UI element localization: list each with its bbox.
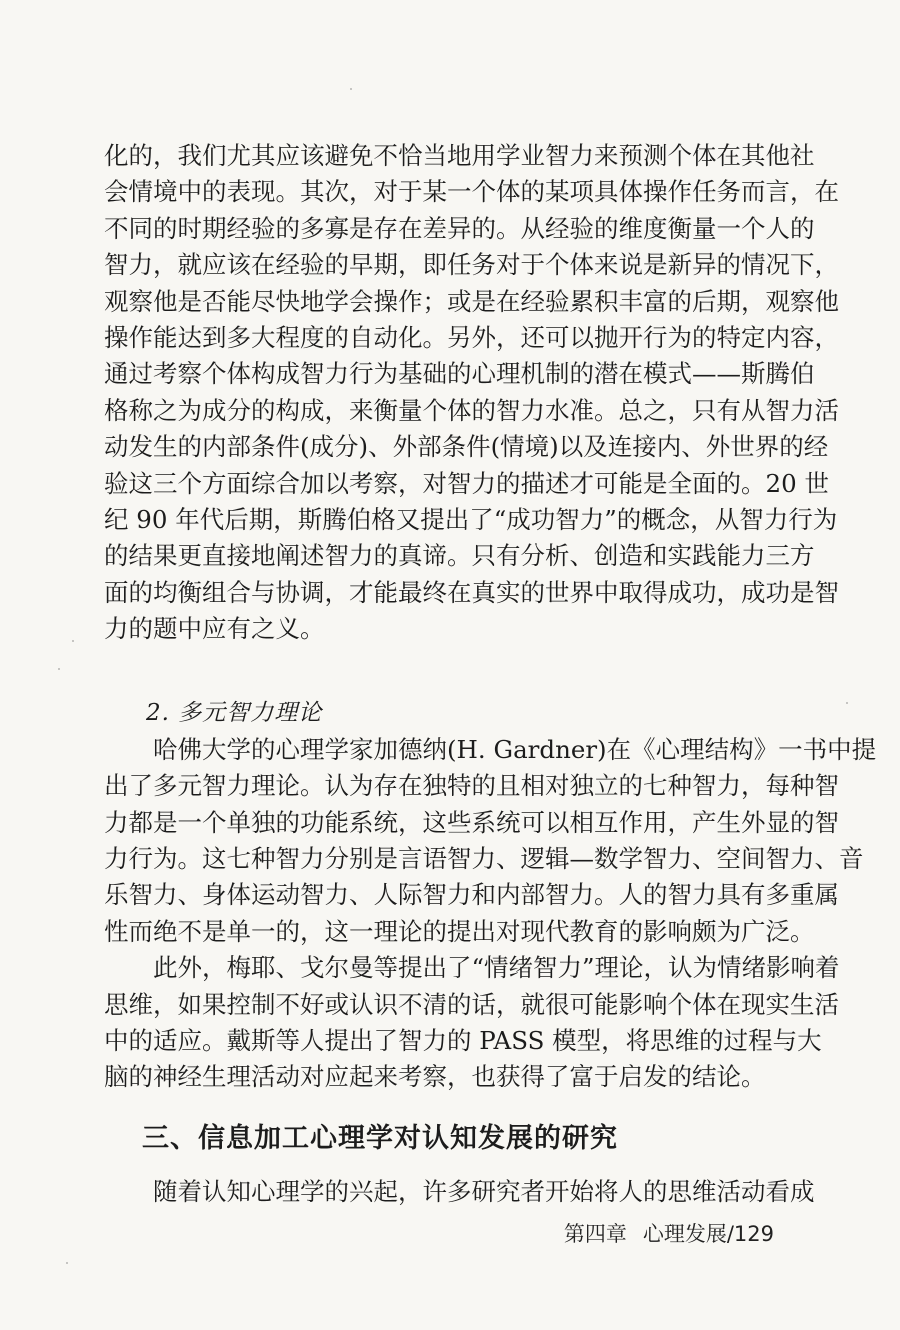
text-line: 通过考察个体构成智力行为基础的心理机制的潜在模式——斯腾伯 [104,359,815,389]
subheading-multiple-intelligences: 2. 多元智力理论 [146,700,323,727]
text-line: 性而绝不是单一的，这一理论的提出对现代教育的影响颇为广泛。 [104,916,815,946]
page-body [104,138,877,1210]
paragraph-gardner [104,732,877,950]
text-line: 力行为。这七种智力分别是言语智力、逻辑—数学智力、空间智力、音 [104,844,864,874]
text-line: 纪 90 年代后期，斯腾伯格又提出了“成功智力”的概念，从智力行为 [104,504,838,534]
text-line: 力的题中应有之义。 [104,614,325,644]
section-heading-information-processing: 三、信息加工心理学对认知发展的研究 [142,1122,618,1154]
paragraph-successful-intelligence [104,138,839,647]
footer-chapter-title: 心理发展 [642,1222,727,1246]
text-line: 哈佛大学的心理学家加德纳(H. Gardner)在《心理结构》一书中提 [104,734,877,764]
page-number: /129 [726,1222,774,1246]
text-line: 面的均衡组合与协调，才能最终在真实的世界中取得成功，成功是智 [104,577,839,607]
paragraph-emotional-intelligence [104,950,840,1096]
text-line: 会情境中的表现。其次，对于某一个体的某项具体操作任务而言，在 [104,177,839,207]
text-line: 随着认知心理学的兴起，许多研究者开始将人的思维活动看成 [104,1176,815,1206]
text-line: 观察他是否能尽快地学会操作；或是在经验累积丰富的后期，观察他 [104,286,839,316]
text-line: 乐智力、身体运动智力、人际智力和内部智力。人的智力具有多重属 [104,880,839,910]
text-line: 的结果更直接地阐述智力的真谛。只有分析、创造和实践能力三方 [104,541,815,571]
text-line: 化的，我们尤其应该避免不恰当地用学业智力来预测个体在其他社 [104,141,815,170]
footer-chapter: 第四章 [563,1222,627,1246]
text-line: 出了多元智力理论。认为存在独特的且相对独立的七种智力，每种智 [104,771,839,801]
text-line: 验这三个方面综合加以考察，对智力的描述才可能是全面的。20 世 [104,468,829,498]
text-line: 操作能达到多大程度的自动化。另外，还可以抛开行为的特定内容， [104,322,839,352]
paragraph-cognitive-psychology [104,1174,815,1210]
text-line: 智力，就应该在经验的早期，即任务对于个体来说是新异的情况下， [104,250,839,280]
text-line: 动发生的内部条件(成分)、外部条件(情境)以及连接内、外世界的经 [104,432,829,462]
text-line: 思维，如果控制不好或认识不清的话，就很可能影响个体在现实生活 [104,989,839,1019]
text-line: 此外，梅耶、戈尔曼等提出了“情绪智力”理论，认为情绪影响着 [104,953,840,983]
page-footer [564,1218,774,1248]
text-line: 不同的时期经验的多寡是存在差异的。从经验的维度衡量一个人的 [104,213,815,243]
text-line: 格称之为成分的构成，来衡量个体的智力水准。总之，只有从智力活 [104,395,839,425]
text-line: 力都是一个单独的功能系统，这些系统可以相互作用，产生外显的智 [104,807,839,837]
text-line: 中的适应。戴斯等人提出了智力的 PASS 模型，将思维的过程与大 [104,1025,822,1055]
text-line: 脑的神经生理活动对应起来考察，也获得了富于启发的结论。 [104,1062,766,1092]
